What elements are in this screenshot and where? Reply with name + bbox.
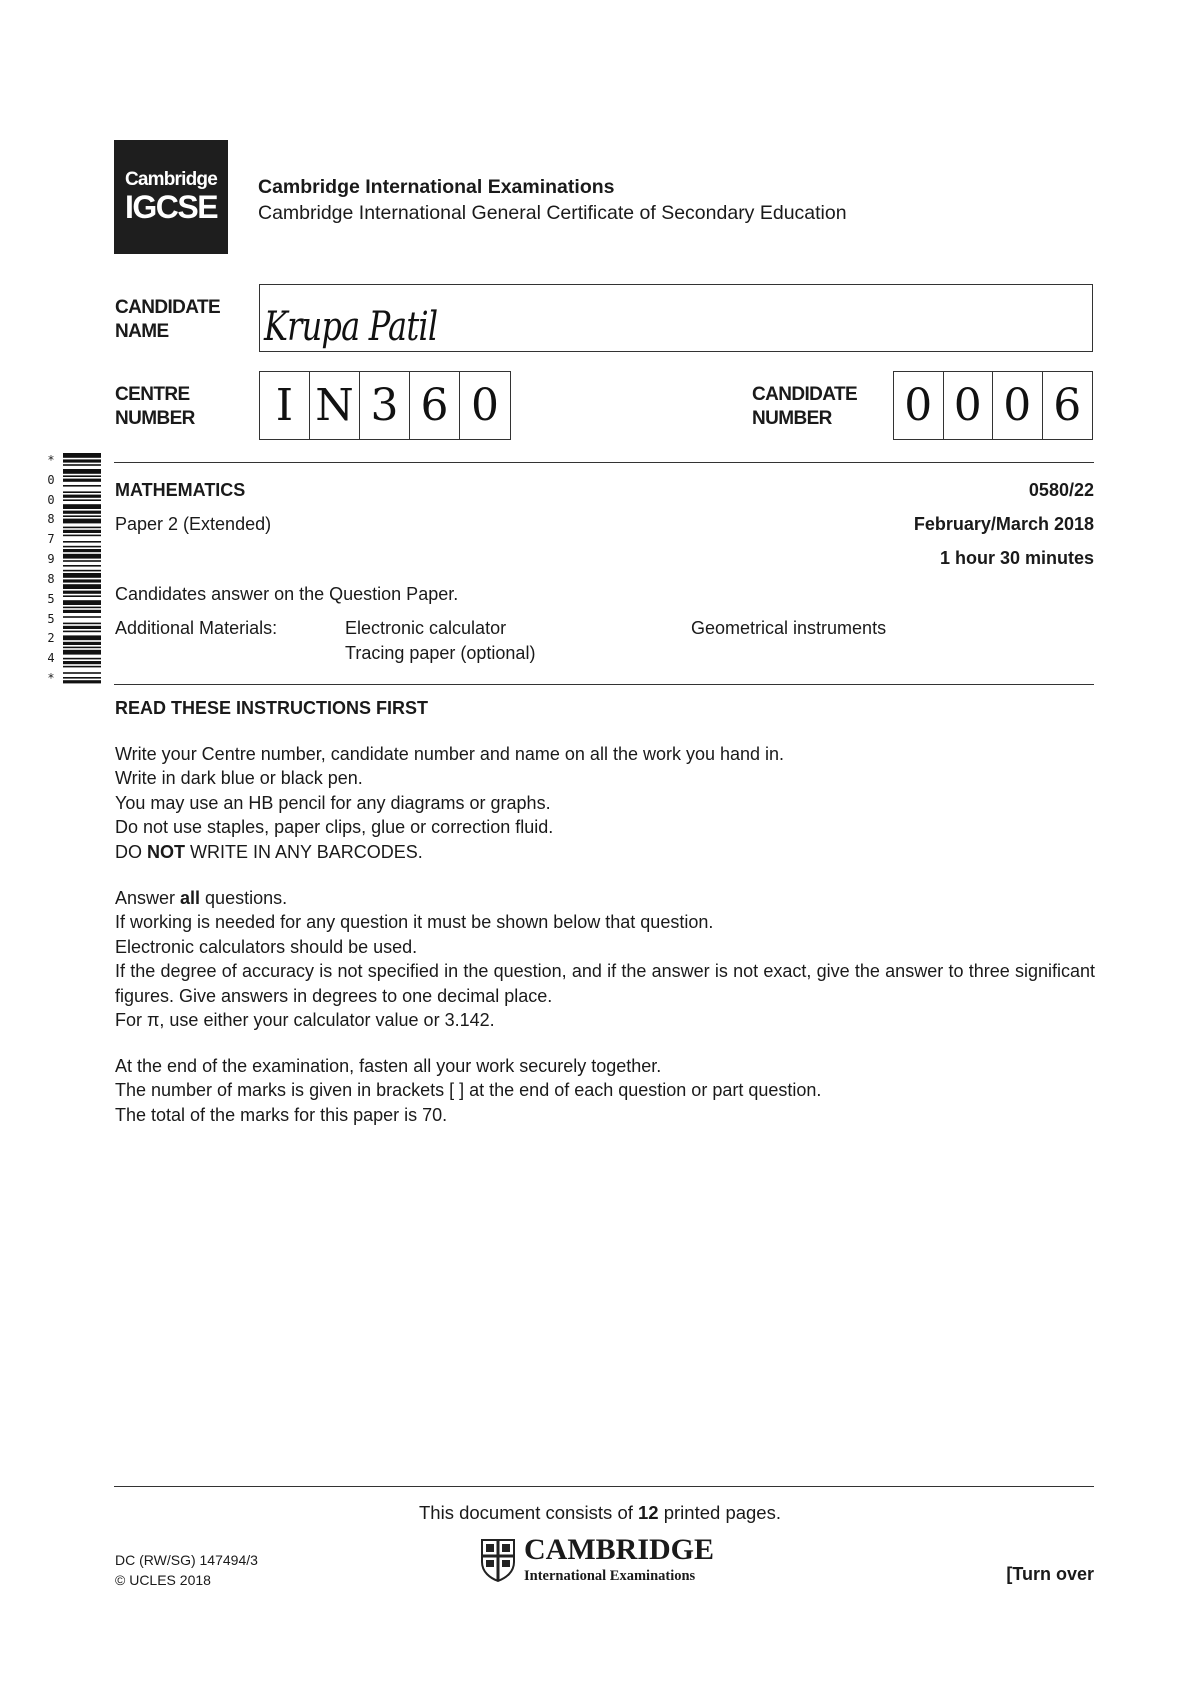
barcode-digit: 5 [47,611,55,626]
barcode-bar [63,464,101,466]
candidate-name-handwriting: Krupa Patil [264,304,438,350]
instruction-line: You may use an HB pencil for any diagrams or graphs. [115,792,551,813]
barcode-bar [63,546,101,548]
barcode-bar [63,511,101,514]
material-item: Geometrical instruments [691,618,887,638]
barcode-bar [63,661,101,664]
barcode-bar [63,642,101,645]
candidate-digit[interactable]: 0 [993,372,1043,439]
barcode-bar [63,495,101,498]
barcode-digit: 7 [47,532,55,547]
instructions-block-3 [115,1054,1095,1127]
divider [114,1486,1094,1487]
barcode-bar [63,479,101,482]
barcode-bar [63,475,101,477]
barcode-bar [63,560,101,562]
barcode-bar [63,515,101,517]
divider [114,462,1094,463]
barcode-digit: 2 [47,631,55,646]
candidate-digit[interactable]: 6 [1053,380,1082,431]
text-run: printed pages. [658,1502,781,1523]
barcode-bar [63,595,101,597]
barcode-bar [63,658,101,660]
barcode-bar [63,650,101,655]
instruction-line: If the degree of accuracy is not specified in the question, and if the answer is not exact, give the answer to three significant figures. Give answers in degrees to one decimal place. [115,961,1095,1006]
label-line: CANDIDATE [115,297,221,318]
barcode-bar [63,491,101,493]
barcode-icon [63,453,101,685]
copyright: © UCLES 2018 [115,1572,211,1588]
centre-digit[interactable]: 0 [471,380,499,431]
centre-digit[interactable]: N [310,372,360,439]
barcode-bar [63,672,101,674]
barcode-bar [63,584,101,589]
instruction-line: Electronic calculators should be used. [115,936,418,957]
cambridge-wordmark: CAMBRIDGE [524,1533,715,1566]
barcode-bar [63,554,101,559]
page-count-text [0,1502,1200,1524]
candidate-name-label [115,296,220,344]
footer-reference [115,1550,258,1590]
barcode-digit: 8 [47,512,55,527]
subject: MATHEMATICS [115,480,246,500]
answer-on-text: Candidates answer on the Question Paper. [115,584,459,604]
barcode-bar [63,666,101,668]
barcode-digit: * [47,670,55,685]
candidate-number-field[interactable] [893,371,1093,440]
barcode-digit: 0 [47,492,55,507]
text-run: Answer [115,888,181,908]
instruction-line: If working is needed for any question it must be shown below that question. [115,912,714,933]
instruction-line: The number of marks is given in brackets [ ] at the end of each question or part question. [115,1080,822,1101]
barcode-bar [63,680,101,683]
qualification: Cambridge International General Certificate of Secondary Education [258,202,847,224]
instructions-block-2 [115,886,1095,1032]
label-line: NUMBER [115,408,195,429]
label-line: NUMBER [752,408,832,429]
barcode-bar [63,616,101,618]
exam-session: February/March 2018 [913,514,1094,534]
barcode-bar [63,573,101,578]
instruction-line: At the end of the examination, fasten all your work securely together. [115,1056,662,1076]
text-run-bold: all [180,888,201,908]
barcode-bar [63,591,101,594]
barcode-bar [63,527,101,529]
label-line: NAME [115,321,169,342]
barcode-bar [63,485,101,487]
barcode-digit: 9 [47,552,55,567]
candidate-digit[interactable]: 0 [944,372,994,439]
logo-line-1: Cambridge [124,169,218,190]
text-run-bold: NOT [147,841,186,862]
barcode-bar [63,570,101,572]
instruction-line: For π, use either your calculator value or 3.142. [115,1010,495,1031]
paper-code: 0580/22 [1028,480,1094,500]
barcode-bar [63,469,101,474]
text-run: WRITE IN ANY BARCODES. [185,841,423,862]
barcode-digit: * [47,453,55,467]
centre-number-label [115,383,195,431]
barcode-bar [63,631,101,633]
barcode-bar [63,677,101,679]
exam-board: Cambridge International Examinations [258,176,615,198]
candidate-digit[interactable]: 0 [894,372,944,439]
centre-digit[interactable]: I [260,372,310,439]
barcode-bar [63,453,101,458]
text-run-bold: 12 [638,1502,659,1523]
material-item: Electronic calculator [345,618,507,638]
barcode-bar [63,530,101,533]
text-run: This document consists of [419,1502,639,1523]
paper-name: Paper 2 (Extended) [115,514,272,534]
barcode-digits [44,453,58,685]
exam-duration: 1 hour 30 minutes [939,548,1094,568]
barcode-bar [63,459,101,462]
barcode-digit: 0 [47,472,55,487]
centre-digit[interactable]: 6 [410,372,460,439]
instructions-heading: READ THESE INSTRUCTIONS FIRST [115,698,429,718]
centre-digit[interactable]: 3 [360,372,410,439]
instruction-line: Write in dark blue or black pen. [115,768,363,789]
barcode-bar [63,635,101,640]
text-run: questions. [200,888,288,908]
barcode-bar [63,504,101,509]
instruction-line [115,840,1095,864]
material-item: Tracing paper (optional) [345,643,536,663]
barcode-bar [63,565,101,567]
barcode-bar [63,541,101,543]
candidate-number-label [752,383,857,431]
cambridge-crest-icon [480,1538,516,1582]
label-line: CANDIDATE [752,384,858,405]
barcode-digit: 5 [47,591,55,606]
centre-number-field[interactable] [259,371,511,440]
barcode-bar [63,647,101,649]
turn-over: [Turn over [1006,1564,1094,1584]
text-run: DO [115,841,148,862]
barcode-bar [63,499,101,501]
instruction-line [115,886,1095,910]
barcode-bar [63,549,101,552]
barcode-bar [63,535,101,537]
instructions-block-1 [115,742,1095,864]
materials-label: Additional Materials: [115,618,278,638]
cambridge-wordmark-sub: International Examinations [524,1568,696,1584]
barcode-digit: 8 [47,571,55,586]
barcode-bar [63,626,101,629]
barcode-bar [63,610,101,613]
logo-line-2: IGCSE [124,189,218,225]
barcode-bar [63,600,101,605]
barcode-bar [63,623,101,625]
instruction-line: Do not use staples, paper clips, glue or correction fluid. [115,817,554,838]
instruction-line: Write your Centre number, candidate number and name on all the work you hand in. [115,744,785,764]
divider [114,684,1094,685]
cambridge-igcse-logo [114,140,228,254]
document-reference: DC (RW/SG) 147494/3 [115,1552,258,1568]
instruction-line: The total of the marks for this paper is 70. [115,1104,448,1125]
barcode-bar [63,579,101,582]
barcode-bar [63,607,101,609]
barcode-bar [63,519,101,524]
barcode-digit: 4 [47,651,55,666]
label-line: CENTRE [115,384,190,405]
